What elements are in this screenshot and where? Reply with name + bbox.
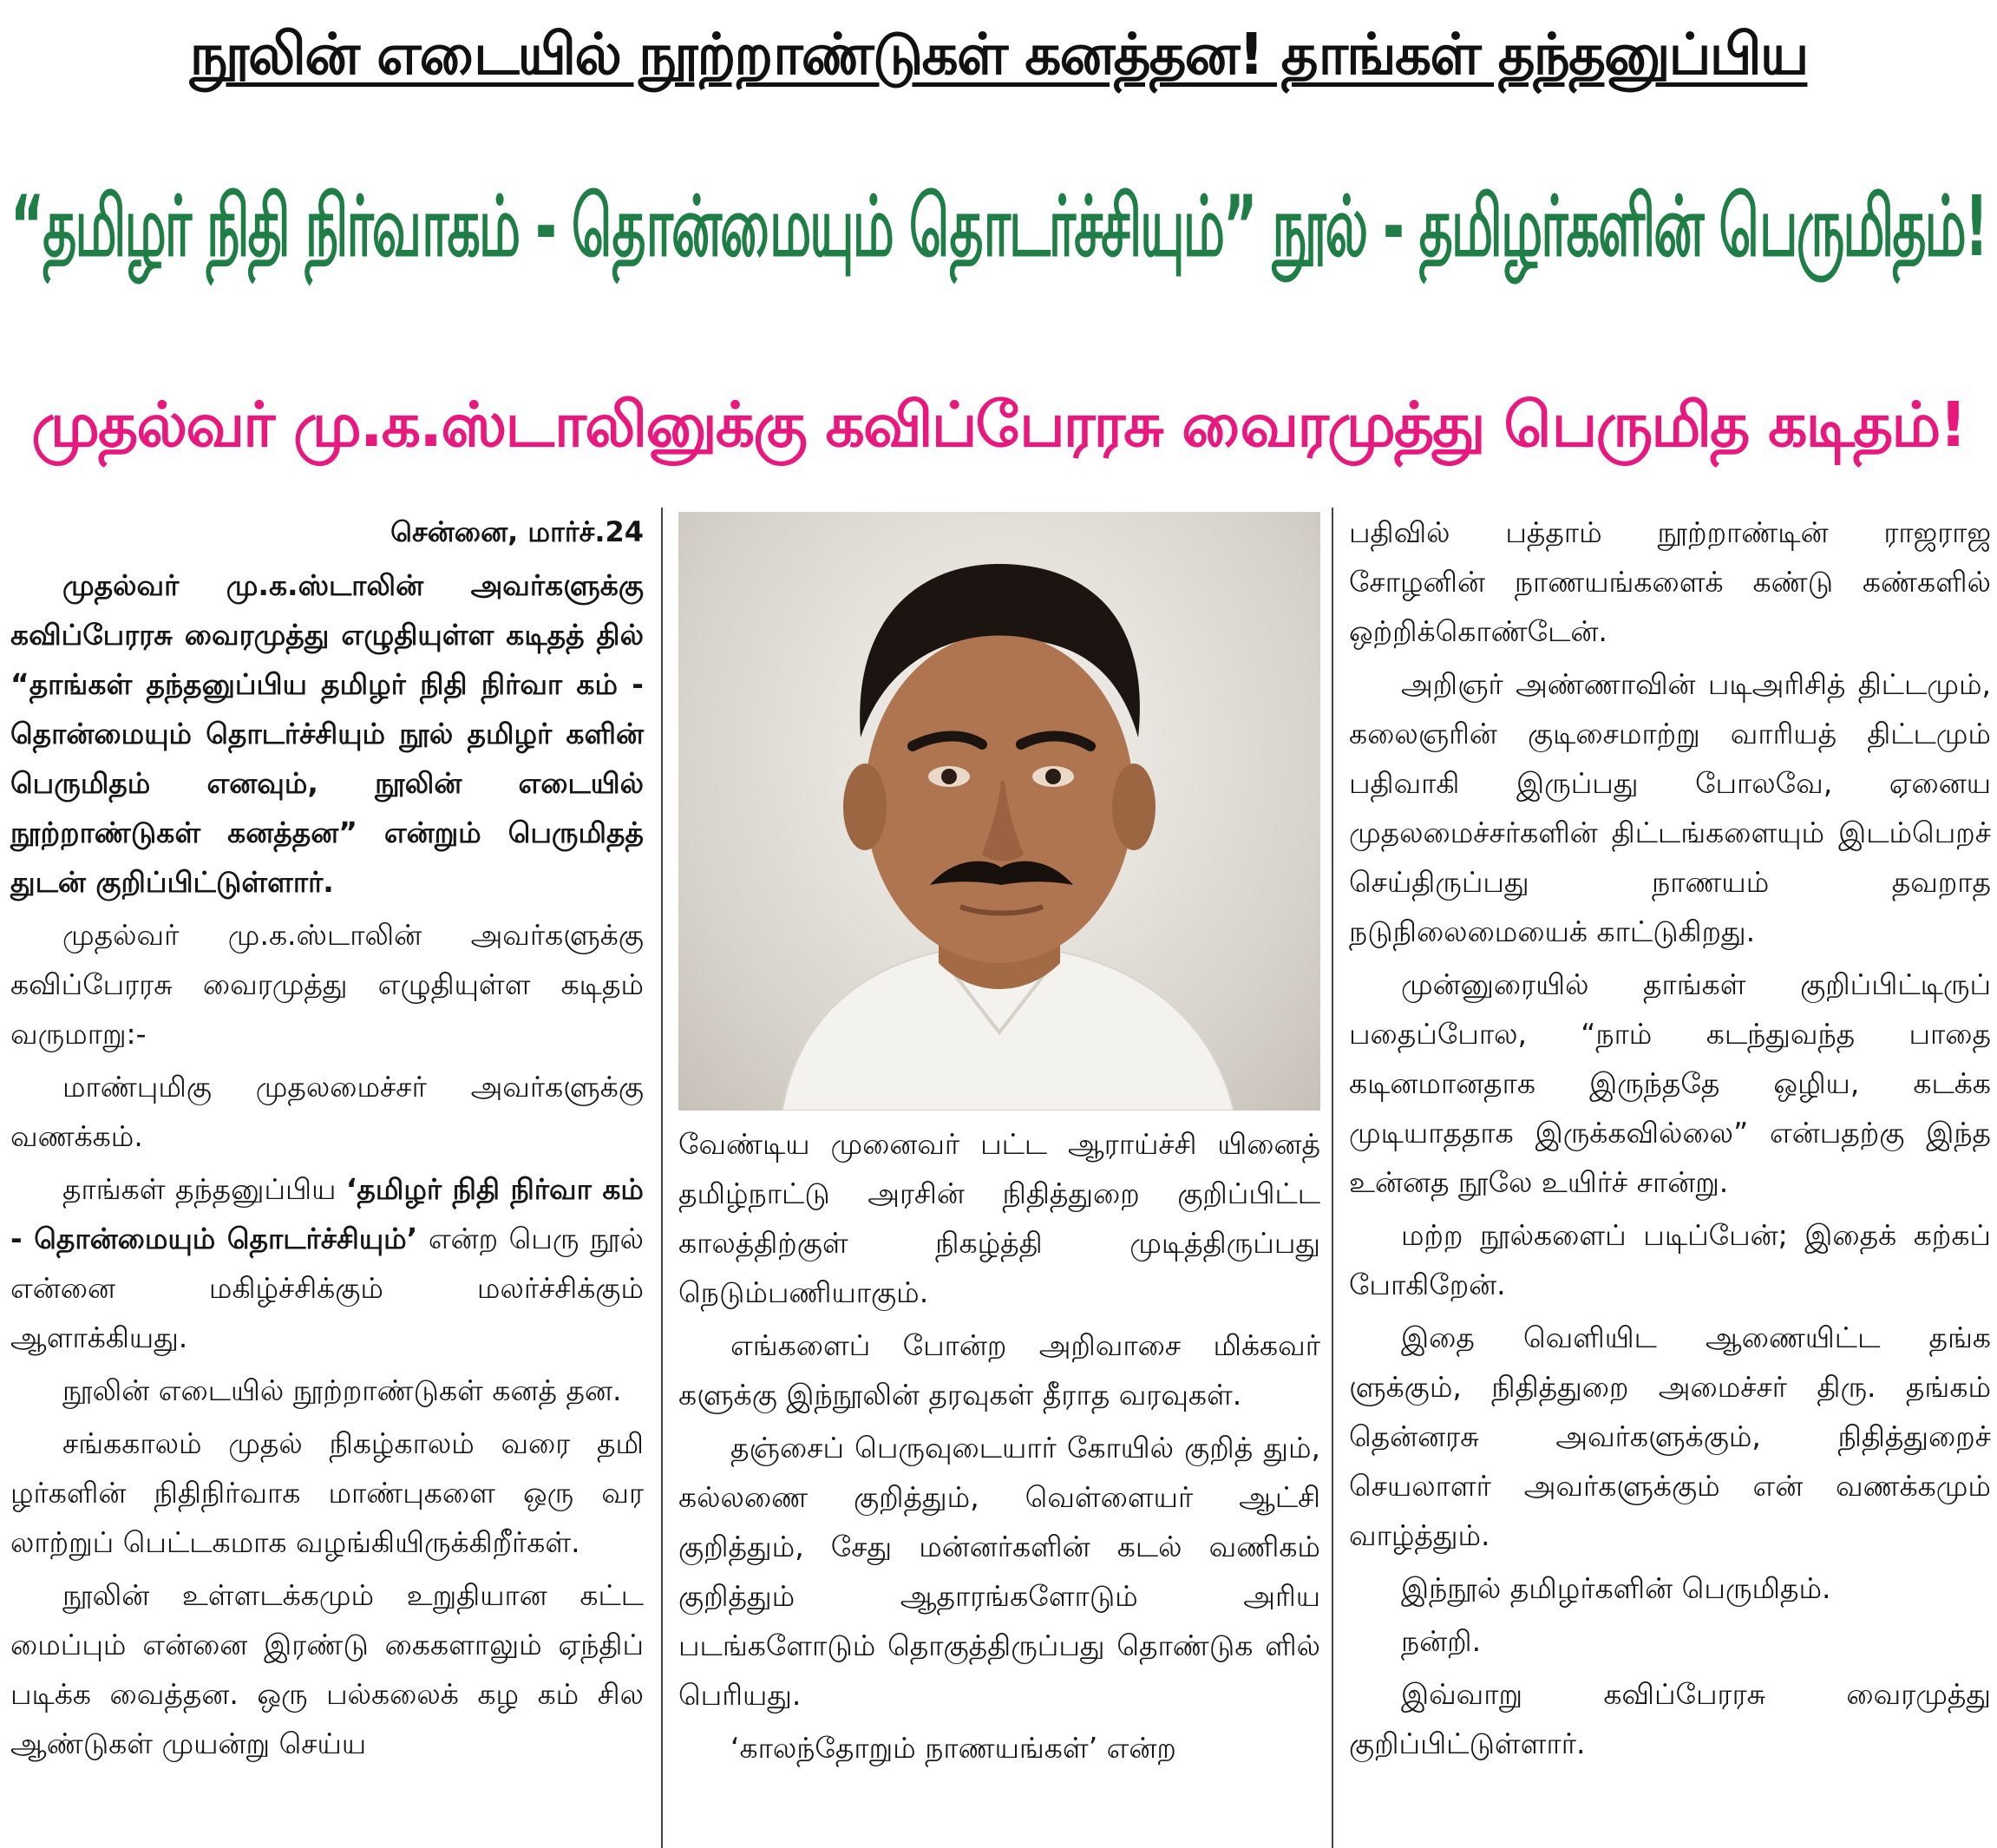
paragraph: மற்ற நூல்களைப் படிப்பேன்; இதைக் கற்கப் போகிறேன். — [1349, 1218, 1991, 1301]
portrait-illustration — [678, 512, 1320, 1111]
paragraph: பதிவில் பத்தாம் நூற்றாண்டின் ராஜராஜ சோழனின் நாணயங்களைக் கண்டு கண்களில் ஒற்றிக்கொண்டேன். — [1349, 515, 1991, 648]
paragraph: அறிஞர் அண்ணாவின் படிஅரிசித் திட்டமும், கலைஞரின் குடிசைமாற்று வாரியத் திட்டமும் பதிவாகி இருப்பது போலவே, ஏனைய முதலமைச்சர்களின் திட்டங்களையும் இடம்பெறச் செய்திருப்பது நாணயம் தவறாத நடுநிலைமையைக் காட்டுகிறது. — [1349, 667, 1991, 948]
main-headline: “தமிழர் நிதி நிர்வாகம் - தொன்மையும் தொடர்ச்சியும்” நூல் - தமிழர்களின் பெருமிதம்! — [10, 179, 1987, 276]
paragraph: நூலின் எடையில் நூற்றாண்டுகள் கனத் தன. — [62, 1373, 622, 1407]
paragraph: முதல்வர் மு.க.ஸ்டாலின் அவர்களுக்கு கவிப்பேரரசு வைரமுத்து எழுதியுள்ள கடிதம் வருமாறு:- — [10, 918, 644, 1051]
paragraph: ‘காலந்தோறும் நாணயங்கள்’ என்ற — [730, 1731, 1176, 1765]
paragraph: இந்நூல் தமிழர்களின் பெருமிதம். — [1401, 1571, 1831, 1605]
text-run: தாங்கள் தந்தனுப்பிய — [62, 1172, 346, 1206]
paragraph — [10, 1164, 644, 1362]
book-title: ‘தமிழர் நிதி நிர்வா கம் - தொன்மையும் தொடர்ச்சியும்’ — [10, 1172, 644, 1255]
text-run: என்ற பெரு நூல் என்னை மகிழ்ச்சிக்கும் மலர்ச்சிக்கும் ஆளாக்கியது. — [10, 1222, 644, 1354]
paragraph: எங்களைப் போன்ற அறிவாசை மிக்கவர் களுக்கு இந்நூலின் தரவுகள் தீராத வரவுகள். — [678, 1328, 1320, 1412]
author-portrait — [678, 512, 1320, 1111]
article-column-1 — [10, 508, 644, 1772]
paragraph: முன்னுரையில் தாங்கள் குறிப்பிட்டிருப் பதைப்போல, “நாம் கடந்துவந்த பாதை கடினமானதாக இருந்ததே ஒழிய, கடக்க முடியாததாக இருக்கவில்லை” என்பதற்கு இந்த உன்னத நூலே உயிர்ச் சான்று. — [1349, 967, 1991, 1199]
paragraph: தஞ்சைப் பெருவுடையார் கோயில் குறித் தும், கல்லணை குறித்தும், வெள்ளையர் ஆட்சி குறித்தும், சேது மன்னர்களின் கடல் வணிகம் குறித்தும் ஆதாரங்களோடும் அரிய படங்களோடும் தொகுத்திருப்பது தொண்டுக ளில் பெரியது. — [678, 1431, 1320, 1712]
dateline: சென்னை, மார்ச்.24 — [390, 515, 644, 548]
paragraph: நன்றி. — [1401, 1624, 1482, 1658]
paragraph: சங்ககாலம் முதல் நிகழ்காலம் வரை தமி ழர்களின் நிதிநிர்வாக மாண்புகளை ஒரு வர லாற்றுப் பெட்டகமாக வழங்கியிருக்கிறீர்கள். — [10, 1426, 644, 1559]
column-divider — [661, 508, 663, 1848]
paragraph: வேண்டிய முனைவர் பட்ட ஆராய்ச்சி யினைத் தமிழ்நாட்டு அரசின் நிதித்துறை குறிப்பிட்ட காலத்திற்குள் நிகழ்த்தி முடித்திருப்பது நெடும்பணியாகும். — [678, 1127, 1320, 1309]
paragraph: இதை வெளியிட ஆணையிட்ட தங்க ளுக்கும், நிதித்துறை அமைச்சர் திரு. தங்கம் தென்னரசு அவர்களுக்கும், நிதித்துறைச் செயலாளர் அவர்களுக்கும் என் வணக்கமும் வாழ்த்தும். — [1349, 1320, 1991, 1552]
article-column-2 — [678, 1119, 1320, 1776]
paragraph: மாண்புமிகு முதலமைச்சர் அவர்களுக்கு வணக்கம். — [10, 1070, 644, 1153]
lead-paragraph: முதல்வர் மு.க.ஸ்டாலின் அவர்களுக்கு கவிப்பேரரசு வைரமுத்து எழுதியுள்ள கடிதத் தில் “தாங்கள் தந்தனுப்பிய தமிழர் நிதி நிர்வா கம் - தொன்மையும் தொடர்ச்சியும் நூல் தமிழர் களின் பெருமிதம் எனவும், நூலின் எடையில் நூற்றாண்டுகள் கனத்தன” என்றும் பெருமிதத் துடன் குறிப்பிட்டுள்ளார். — [10, 568, 644, 899]
sub-headline: முதல்வர் மு.க.ஸ்டாலினுக்கு கவிப்பேரரசு வைரமுத்து பெருமித கடிதம்! — [31, 389, 1966, 461]
kicker-headline: நூலின் எடையில் நூற்றாண்டுகள் கனத்தன! தாங்கள் தந்தனுப்பிய — [189, 21, 1808, 88]
paragraph: இவ்வாறு கவிப்பேரரசு வைரமுத்து குறிப்பிட்டுள்ளார். — [1349, 1677, 1991, 1760]
article-column-3 — [1349, 508, 1991, 1772]
paragraph: நூலின் உள்ளடக்கமும் உறுதியான கட்ட மைப்பும் என்னை இரண்டு கைகளாலும் ஏந்திப் படிக்க வைத்தன. ஒரு பல்கலைக் கழ கம் சில ஆண்டுகள் முயன்று செய்ய — [10, 1578, 644, 1760]
column-divider — [1332, 508, 1333, 1848]
